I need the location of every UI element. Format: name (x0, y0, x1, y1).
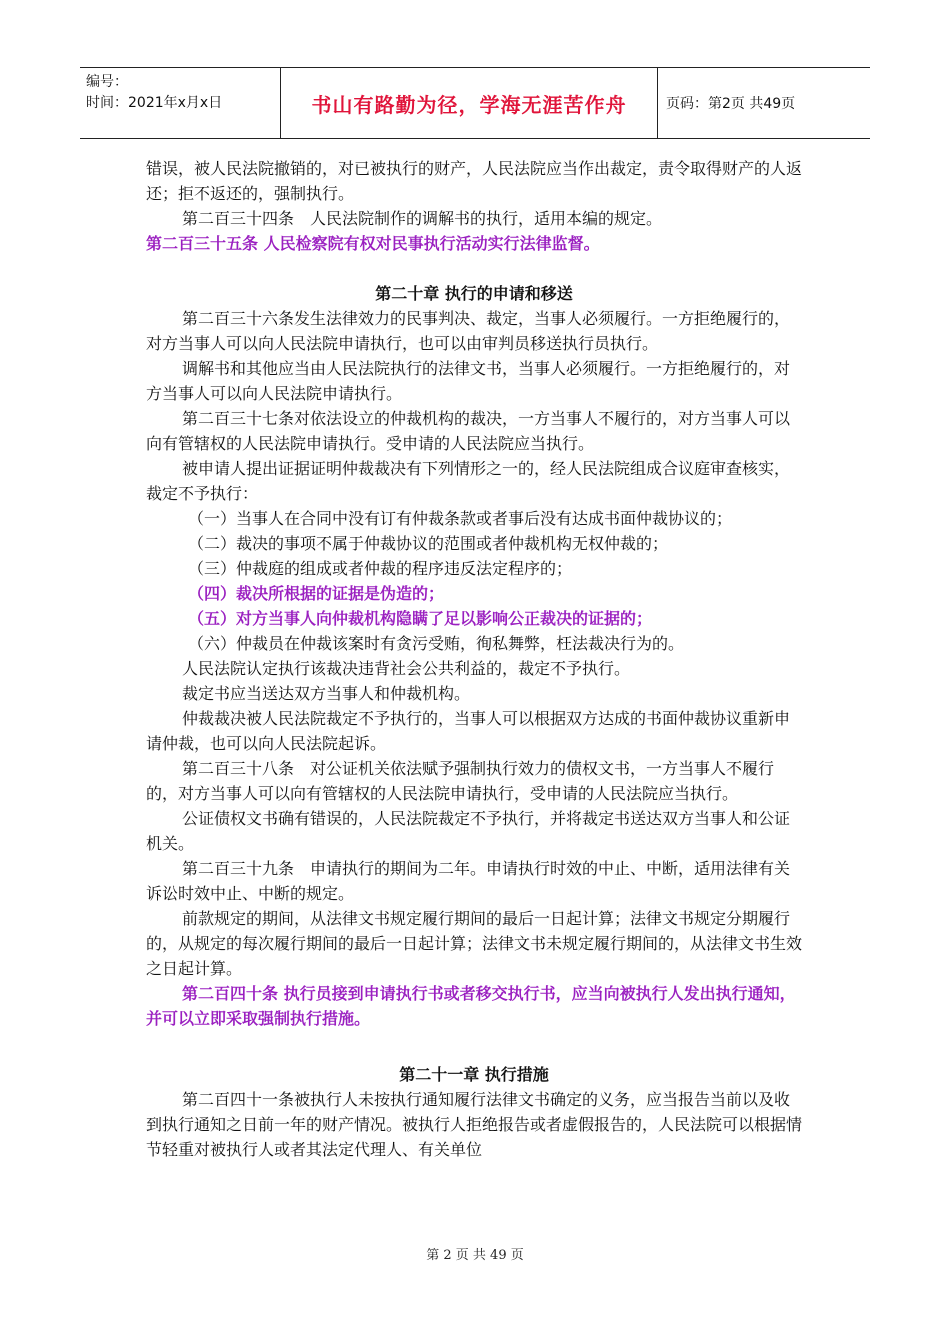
article-238: 第二百三十八条 对公证机关依法赋予强制执行效力的债权文书，一方当事人不履行的，对方当事人可以向有管辖权的人民法院申请执行，受申请的人民法院应当执行。 (146, 759, 775, 803)
article-239: 第二百三十九条 申请执行的期间为二年。申请执行时效的中止、中断，适用法律有关诉讼时效中止、中断的规定。 (146, 859, 791, 903)
list-item-highlight: （四）裁决所根据的证据是伪造的； (188, 584, 445, 603)
header-time: 时间：2021年x月x日 (86, 95, 223, 111)
chapter-20-title: 第二十章 执行的申请和移送 (375, 284, 573, 303)
page-header (80, 67, 870, 139)
paragraph: 被申请人提出证据证明仲裁裁决有下列情形之一的，经人民法院组成合议庭审查核实，裁定不予执行： (146, 459, 791, 503)
list-item: （二）裁决的事项不属于仲裁协议的范围或者仲裁机构无权仲裁的； (188, 534, 669, 553)
article-237: 第二百三十七条对依法设立的仲裁机构的裁决，一方当事人不履行的，对方当事人可以向有管辖权的人民法院申请执行。受申请的人民法院应当执行。 (146, 409, 791, 453)
list-item: （一）当事人在合同中没有订有仲裁条款或者事后没有达成书面仲裁协议的； (188, 509, 733, 528)
header-meta (80, 68, 280, 138)
article-236: 第二百三十六条发生法律效力的民事判决、裁定，当事人必须履行。一方拒绝履行的，对方当事人可以向人民法院申请执行，也可以由审判员移送执行员执行。 (146, 309, 791, 353)
paragraph: 公证债权文书确有错误的，人民法院裁定不予执行，并将裁定书送达双方当事人和公证机关。 (146, 809, 791, 853)
header-motto: 书山有路勤为径，学海无涯苦作舟 (280, 68, 658, 138)
paragraph: 人民法院认定执行该裁决违背社会公共利益的，裁定不予执行。 (182, 659, 631, 678)
page-footer: 第 2 页 共 49 页 (426, 1248, 524, 1263)
list-item: （六）仲裁员在仲裁该案时有贪污受贿，徇私舞弊，枉法裁决行为的。 (188, 634, 685, 653)
paragraph: 调解书和其他应当由人民法院执行的法律文书，当事人必须履行。一方拒绝履行的，对方当事人可以向人民法院申请执行。 (146, 359, 791, 403)
paragraph: 前款规定的期间，从法律文书规定履行期间的最后一日起计算；法律文书规定分期履行的，从规定的每次履行期间的最后一日起计算；法律文书未规定履行期间的，从法律文书生效之日起计算。 (146, 909, 803, 978)
header-page-info: 页码：第2页 共49页 (666, 96, 796, 112)
paragraph: 仲裁裁决被人民法院裁定不予执行的，当事人可以根据双方达成的书面仲裁协议重新申请仲裁，也可以向人民法院起诉。 (146, 709, 791, 753)
chapter-21-title: 第二十一章 执行措施 (399, 1065, 549, 1084)
article-234: 第二百三十四条 人民法院制作的调解书的执行，适用本编的规定。 (182, 209, 663, 228)
article-241: 第二百四十一条被执行人未按执行通知履行法律文书确定的义务，应当报告当前以及收到执行通知之日前一年的财产情况。被执行人拒绝报告或者虚假报告的，人民法院可以根据情节轻重对被执行人或者其法定代理人、有关单位 (146, 1090, 803, 1159)
article-240-highlight: 第二百四十条 执行员接到申请执行书或者移交执行书，应当向被执行人发出执行通知，并可以立即采取强制执行措施。 (146, 984, 796, 1028)
paragraph: 裁定书应当送达双方当事人和仲裁机构。 (182, 684, 471, 703)
list-item-highlight: （五）对方当事人向仲裁机构隐瞒了足以影响公正裁决的证据的； (188, 609, 653, 628)
list-item: （三）仲裁庭的组成或者仲裁的程序违反法定程序的； (188, 559, 573, 578)
paragraph: 错误，被人民法院撤销的，对已被执行的财产，人民法院应当作出裁定，责令取得财产的人返还；拒不返还的，强制执行。 (146, 159, 803, 203)
header-number: 编号： (86, 74, 128, 90)
document-body (146, 156, 802, 1162)
article-235-highlight: 第二百三十五条 人民检察院有权对民事执行活动实行法律监督。 (146, 234, 600, 253)
